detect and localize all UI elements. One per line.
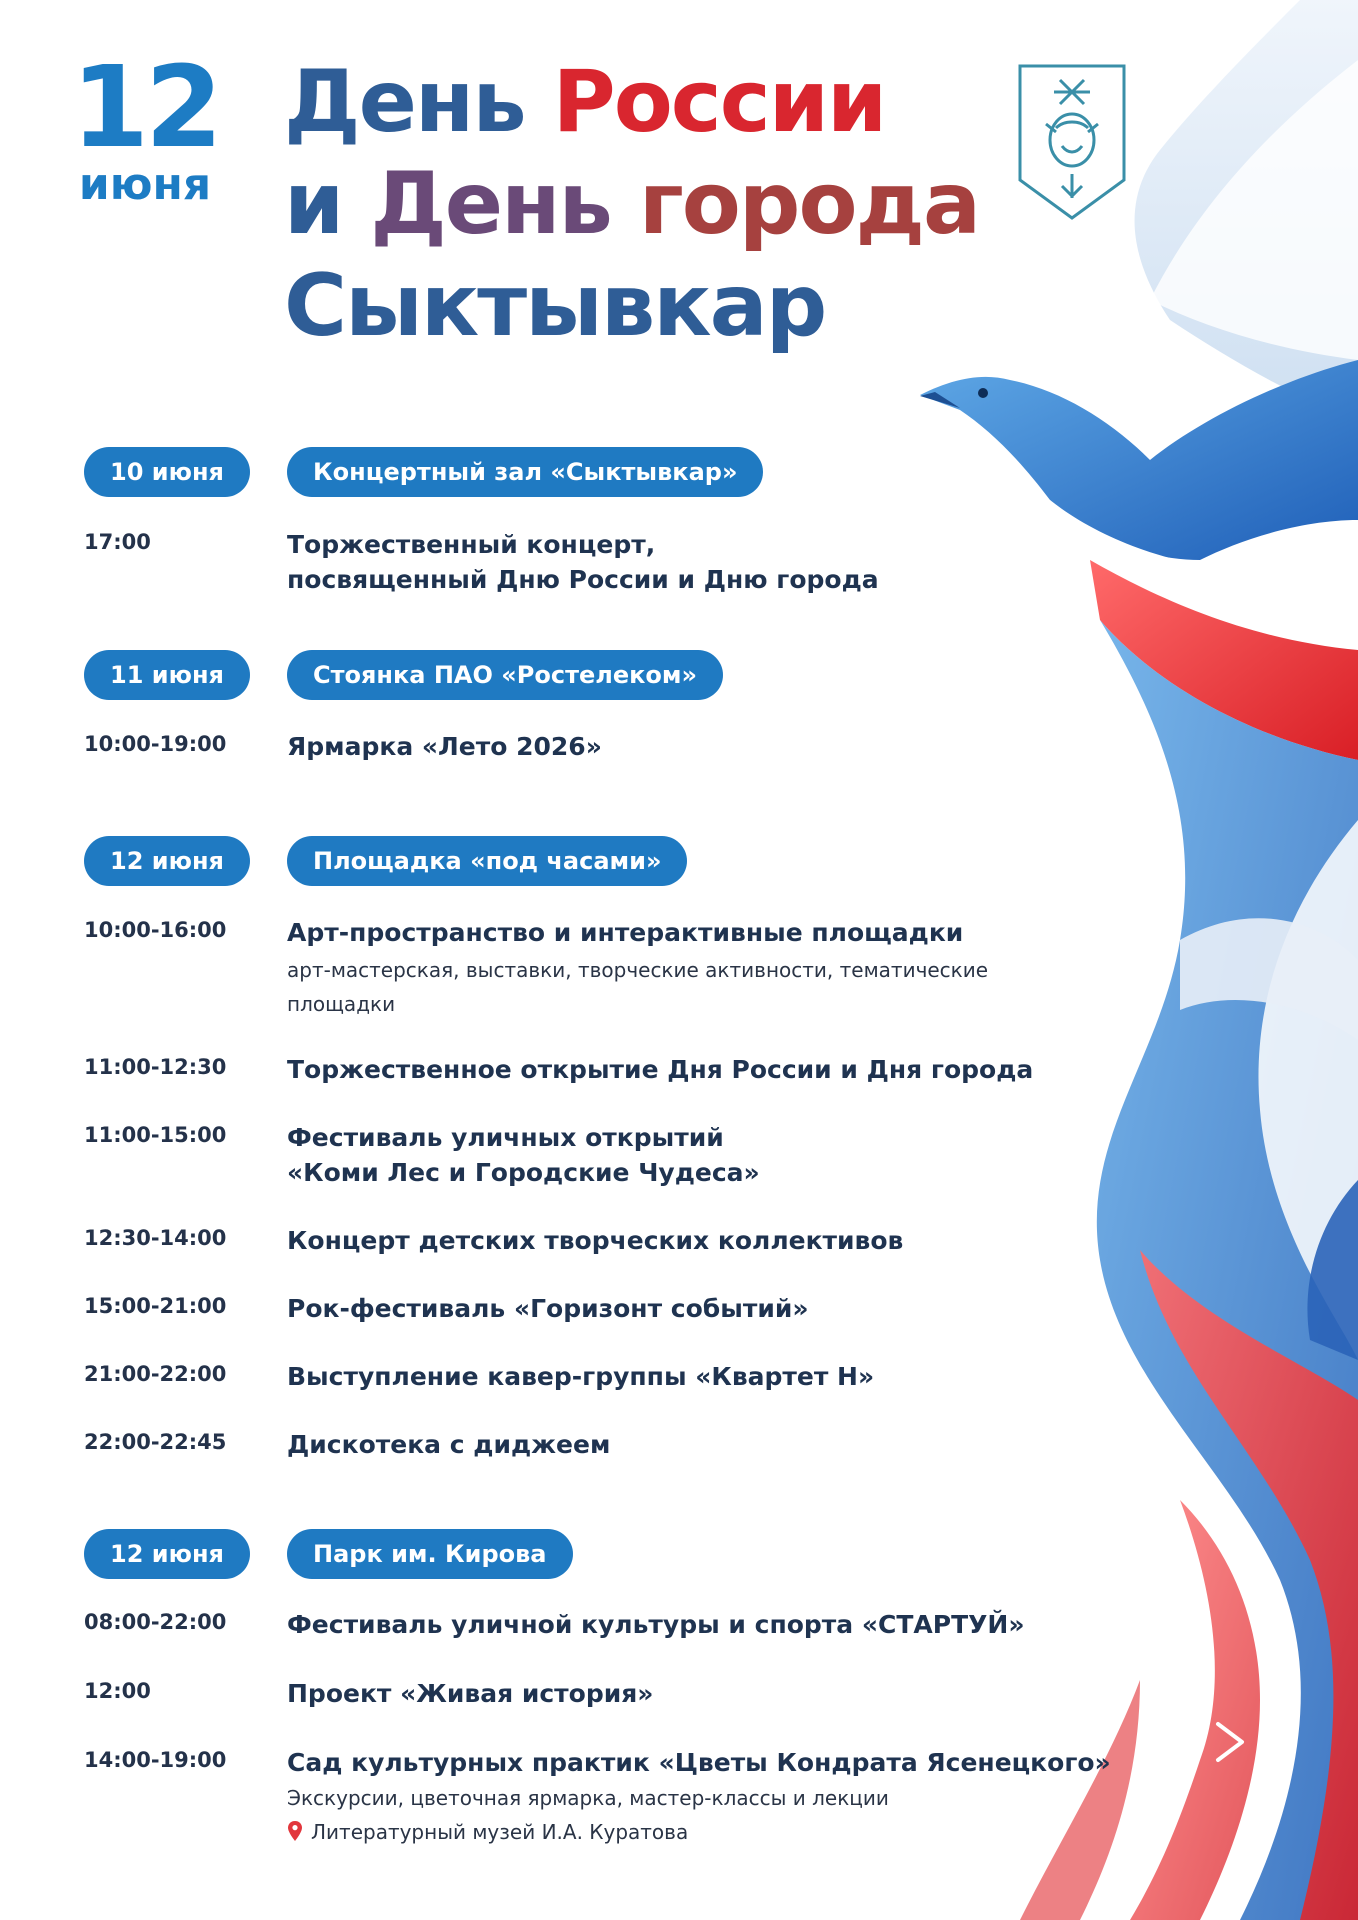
event-location-text: Литературный музей И.А. Куратова (311, 1820, 689, 1844)
title-word: День (370, 154, 639, 254)
event-time: 14:00-19:00 (84, 1748, 227, 1772)
event-time: 17:00 (84, 530, 151, 554)
title-word: День (284, 52, 553, 152)
event-month: июня (78, 159, 212, 210)
venue-badge: Площадка «под часами» (287, 836, 687, 886)
event-description: Экскурсии, цветочная ярмарка, мастер-классы и лекции (287, 1786, 889, 1810)
event-time: 11:00-12:30 (84, 1055, 227, 1079)
title-word: города (638, 154, 980, 254)
date-badge: 11 июня (84, 650, 250, 700)
event-title: Ярмарка «Лето 2026» (287, 732, 602, 761)
event-time: 21:00-22:00 (84, 1362, 227, 1386)
event-title: Сад культурных практик «Цветы Кондрата Ясенецкого» (287, 1748, 1111, 1777)
venue-badge: Парк им. Кирова (287, 1529, 573, 1579)
venue-badge: Стоянка ПАО «Ростелеком» (287, 650, 723, 700)
event-title: Концерт детских творческих коллективов (287, 1226, 904, 1255)
event-title: Рок-фестиваль «Горизонт событий» (287, 1294, 809, 1323)
event-time: 10:00-16:00 (84, 918, 227, 942)
event-title: Торжественное открытие Дня России и Дня города (287, 1055, 1034, 1084)
city-emblem-icon (1016, 62, 1128, 222)
event-title: Фестиваль уличной культуры и спорта «СТАРТУЙ» (287, 1610, 1025, 1639)
event-time: 22:00-22:45 (84, 1430, 227, 1454)
event-description: арт-мастерская, выставки, творческие активности, тематические (287, 958, 989, 982)
venue-badge: Концертный зал «Сыктывкар» (287, 447, 763, 497)
event-title: посвященный Дню России и Дню города (287, 565, 879, 594)
event-time: 12:00 (84, 1679, 151, 1703)
title-word: России (552, 52, 886, 152)
event-title: «Коми Лес и Городские Чудеса» (287, 1158, 760, 1187)
event-title: Арт-пространство и интерактивные площадки (287, 918, 964, 947)
event-title: Выступление кавер-группы «Квартет Н» (287, 1362, 875, 1391)
title-line-2 (284, 152, 979, 256)
chevron-right-icon[interactable] (1212, 1720, 1248, 1764)
event-title: Торжественный концерт, (287, 530, 656, 559)
date-badge: 12 июня (84, 1529, 250, 1579)
event-time: 10:00-19:00 (84, 732, 227, 756)
event-time: 15:00-21:00 (84, 1294, 227, 1318)
title-line-3: Сыктывкар (284, 256, 826, 356)
date-badge: 10 июня (84, 447, 250, 497)
date-badge: 12 июня (84, 836, 250, 886)
title-line-1 (284, 50, 885, 154)
event-time: 11:00-15:00 (84, 1123, 227, 1147)
title-word: и (284, 154, 371, 254)
event-time: 08:00-22:00 (84, 1610, 227, 1634)
event-day: 12 (71, 43, 219, 173)
event-time: 12:30-14:00 (84, 1226, 227, 1250)
event-title: Проект «Живая история» (287, 1679, 654, 1708)
event-location (287, 1815, 688, 1849)
event-description: площадки (287, 992, 396, 1016)
location-pin-icon (287, 1820, 303, 1842)
event-title: Дискотека с диджеем (287, 1430, 611, 1459)
event-title: Фестиваль уличных открытий (287, 1123, 724, 1152)
